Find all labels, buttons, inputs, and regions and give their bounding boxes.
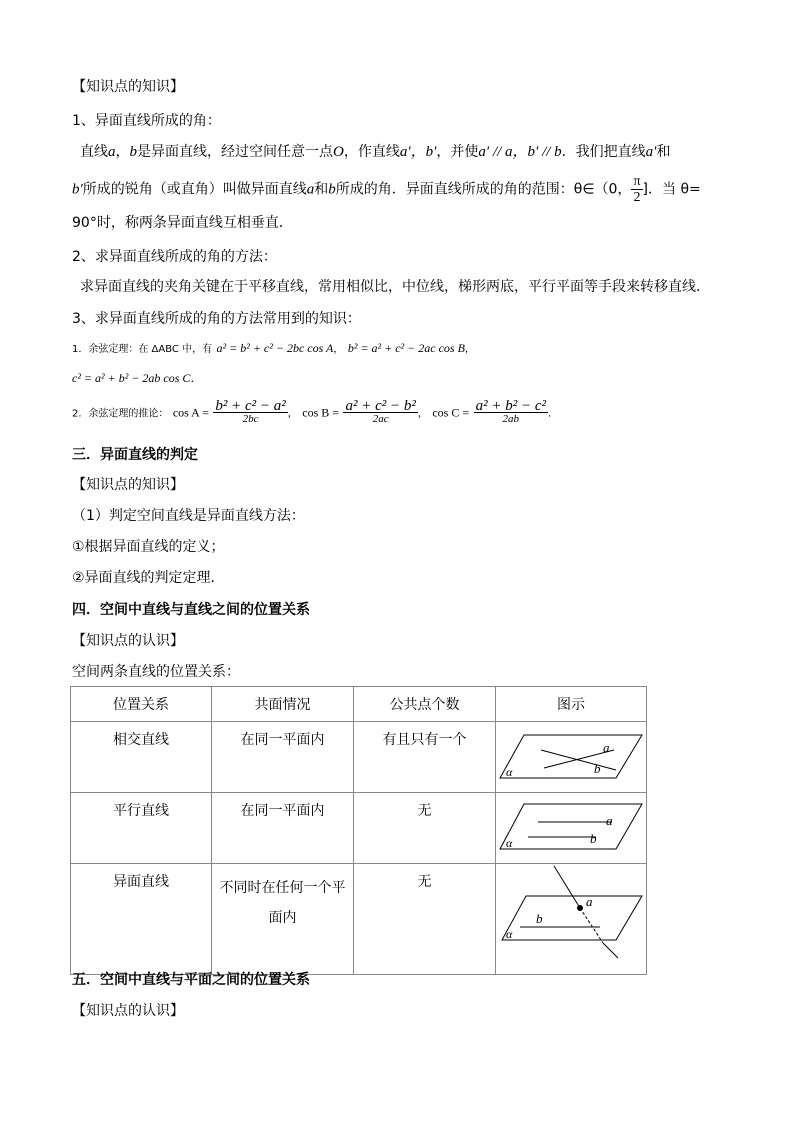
knowledge-heading-1: 【知识点的知识】: [72, 79, 184, 95]
section-3-criterion-1: ①根据异面直线的定义；: [72, 539, 225, 555]
var-b: b: [129, 144, 137, 160]
pi-over-two: [631, 174, 642, 205]
var-bprime: b′: [72, 181, 83, 198]
frac-den: 2ac: [372, 413, 389, 425]
table-header-row: [71, 687, 647, 722]
cosine-law-a: a² = b² + c² − 2bc cos A: [216, 341, 334, 355]
definition-line-3: 90°时，称两条异面直线互相垂直．: [72, 215, 293, 231]
cell-line: 不同时在任何一个平: [219, 880, 346, 896]
frac-num: π: [633, 174, 641, 189]
cosine-law-b: b² = a² + c² − 2ac cos B: [347, 341, 465, 355]
item-3-title: 3、求异面直线所成的角的方法常用到的知识：: [72, 311, 361, 327]
plane-shape: [502, 896, 642, 940]
label-b: b: [536, 911, 543, 926]
var-a: a: [306, 181, 315, 198]
header-cell: 图示: [496, 687, 647, 722]
var-O: O: [333, 144, 344, 160]
relation-cell: [71, 722, 212, 793]
line-a-hidden: [580, 908, 603, 943]
cell-text: 无: [417, 803, 432, 819]
text-seg: 所成的锐角（或直角）叫做异面直线: [82, 181, 307, 198]
table-row: [71, 864, 647, 975]
relation-cell: [71, 793, 212, 864]
figure-cell: [496, 722, 647, 793]
relation-cell: [71, 864, 212, 975]
text-seg: 和: [314, 181, 329, 198]
cos-a-lhs: cos A =: [172, 405, 209, 420]
cell-text: 在同一平面内: [240, 732, 325, 748]
cell-text: 无: [417, 874, 432, 890]
table-row: [71, 722, 647, 793]
intersecting-lines-figure: [496, 722, 646, 788]
section-3-criterion-2: ②异面直线的判定定理．: [72, 570, 225, 586]
item-1-title: 1、异面直线所成的角：: [72, 113, 221, 129]
coplanar-cell: [212, 793, 354, 864]
text-seg: ，并使: [436, 144, 479, 160]
section-4-title: 四．空间中直线与直线之间的位置关系: [72, 602, 310, 618]
cos-b-lhs: cos B =: [302, 405, 340, 420]
cosine-law-line: 1．余弦定理：在 ΔABC 中，有 a² = b² + c² − 2bc cos A， b² = a² + c² − 2ac cos B，: [72, 341, 475, 355]
header-cell: 共面情况: [212, 687, 354, 722]
definition-line-1: [80, 143, 670, 161]
section-3-sub: （1）判定空间直线是异面直线方法：: [72, 508, 305, 524]
points-cell: [354, 722, 496, 793]
parallel-expr: a′ // a，b′ // b: [478, 144, 562, 160]
section-4-knowledge: 【知识点的认识】: [72, 633, 184, 649]
section-3-title: 三．异面直线的判定: [72, 447, 198, 463]
label-alpha: α: [506, 927, 513, 941]
coplanar-cell: [212, 864, 354, 975]
cell-text: 平行直线: [113, 803, 169, 819]
section-4-intro: 空间两条直线的位置关系：: [72, 664, 240, 680]
points-cell: [354, 793, 496, 864]
label-b: b: [594, 761, 601, 776]
label-a: a: [603, 740, 610, 755]
header-cell: 公共点个数: [354, 687, 496, 722]
cos-b-fraction: [343, 400, 417, 425]
cosine-corollary-line: 2．余弦定理的推论： cos A = $\frac{\text{b² + c² − a²}}{2bc}$ ， cos B = $\frac{\text{a² + c² − b²}}{2ac}$ ， cos C = $\frac{\text{a² + b² − c²}}{2ab}$ ．: [72, 398, 558, 425]
var-aprime: a′: [645, 144, 657, 160]
cosine-law-label: 1．余弦定理：在 ΔABC 中，有: [72, 344, 213, 355]
section-5-title: 五．空间中直线与平面之间的位置关系: [72, 972, 310, 988]
figure-cell: [496, 864, 647, 975]
table-row: [71, 793, 647, 864]
intersection-point: [577, 905, 583, 911]
text-seg: 直线: [80, 144, 108, 160]
frac-den: 2ab: [502, 413, 520, 425]
cell-text: [212, 864, 353, 933]
text-seg: 所成的角．异面直线所成的角的范围：θ∈（0，: [335, 181, 632, 198]
text-seg: 是异面直线，经过空间任意一点: [137, 144, 333, 160]
frac-den: 2bc: [242, 413, 259, 425]
cell-text: 在同一平面内: [240, 803, 325, 819]
cos-c-lhs: cos C =: [432, 405, 470, 420]
label-alpha: α: [506, 836, 513, 850]
cosine-law-c-line: [72, 369, 202, 387]
item-2-body: 求异面直线的夹角关键在于平移直线，常用相似比，中位线，梯形两底，平行平面等手段来转移直线．: [80, 279, 710, 295]
var-a: a: [108, 144, 116, 160]
header-cell: 位置关系: [71, 687, 212, 722]
var-aprime-bprime: a′，b′: [399, 144, 437, 160]
frac-num: b² + c² − a²: [215, 398, 286, 414]
points-cell: [354, 864, 496, 975]
line-a-lower: [603, 943, 618, 958]
coplanar-cell: [212, 722, 354, 793]
corollary-label: 2．余弦定理的推论：: [72, 408, 169, 420]
frac-num: a² + c² − b²: [345, 398, 416, 414]
parallel-lines-figure: [496, 793, 646, 859]
label-a: a: [606, 813, 613, 828]
cosine-law-c: c² = a² + b² − 2ab cos C．: [72, 371, 203, 385]
text-seg: ．我们把直线: [561, 144, 646, 160]
cell-text: 异面直线: [113, 874, 169, 890]
figure-cell: [496, 793, 647, 864]
label-a: a: [586, 894, 593, 909]
definition-line-2: [72, 174, 701, 205]
line-a-upper: [554, 866, 580, 908]
plane-shape: [500, 735, 642, 778]
cell-text: 有且只有一个: [382, 732, 467, 748]
cell-text: 相交直线: [113, 732, 169, 748]
item-2-title: 2、求异面直线所成的角的方法：: [72, 249, 277, 265]
label-b: b: [590, 831, 597, 846]
text-seg: ，: [115, 144, 130, 160]
cos-c-fraction: [474, 400, 548, 425]
plane-shape: [500, 804, 642, 849]
line-relations-table: [70, 686, 647, 975]
section-3-knowledge: 【知识点的知识】: [72, 477, 184, 493]
skew-lines-figure: [496, 864, 646, 970]
cos-a-fraction: [213, 400, 287, 425]
section-5-knowledge: 【知识点的认识】: [72, 1003, 184, 1019]
cell-line: 面内: [268, 910, 297, 926]
label-alpha: α: [506, 765, 513, 779]
text-seg: ]．当 θ=: [642, 181, 701, 198]
text-seg: 和: [656, 144, 671, 160]
text-seg: ，作直线: [343, 144, 400, 160]
frac-num: a² + b² − c²: [475, 398, 546, 414]
frac-den: 2: [633, 190, 641, 205]
var-b: b: [328, 181, 336, 198]
